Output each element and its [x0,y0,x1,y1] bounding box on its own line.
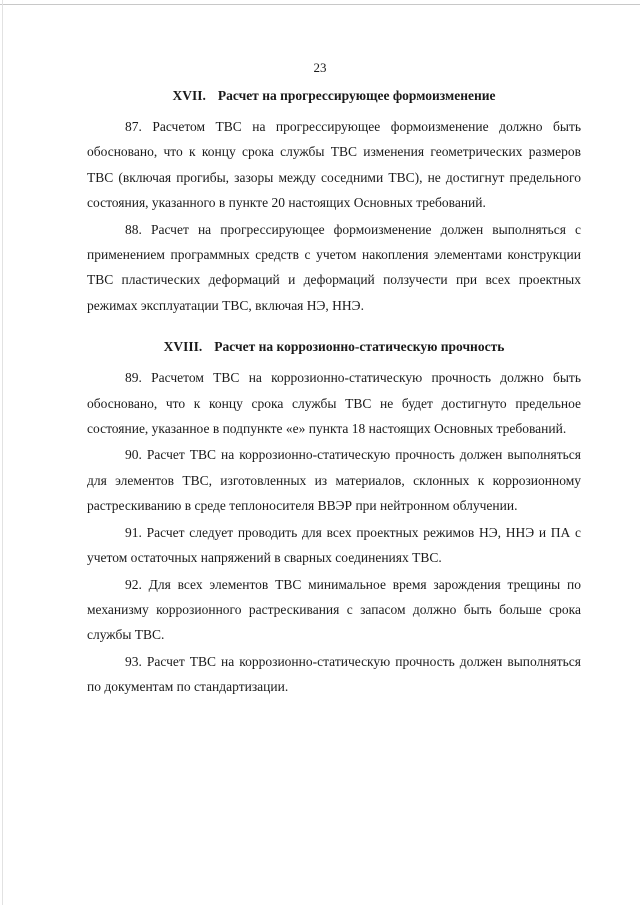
paragraph-88: 88. Расчет на прогрессирующее формоизменение должен выполняться с применением программных средств с учетом накопления элементами конструкции ТВС пластических деформаций и деформаций ползучести при всех проектных режимах эксплуатации ТВС, включая НЭ, ННЭ. [87,221,581,313]
paragraph-93: 93. Расчет ТВС на коррозионно-статическую прочность должен выполняться по документам по стандартизации. [87,653,581,695]
document-body [87,84,581,701]
page-number: 23 [313,60,327,75]
paragraph-90: 90. Расчет ТВС на коррозионно-статическую прочность должен выполняться для элементов ТВС, изготовленных из материалов, склонных к коррозионному растрескиванию в среде теплоносителя ВВЭР при нейтронном облучении. [87,447,581,514]
section-title: Расчет на коррозионно-статическую прочность [214,339,505,355]
scan-edge-top [0,4,640,5]
paragraph-92: 92. Для всех элементов ТВС минимальное время зарождения трещины по механизму коррозионного растрескивания с запасом должно быть больше срока службы ТВС. [87,576,581,643]
section-heading-xviii [87,335,581,359]
section-title: Расчет на прогрессирующее формоизменение [217,88,496,103]
section-numeral: XVII. [172,88,206,103]
paragraph-91: 91. Расчет следует проводить для всех проектных режимов НЭ, ННЭ и ПА с учетом остаточных напряжений в сварных соединениях ТВС. [87,524,581,566]
section-heading-xvii [87,84,581,108]
paragraph-87: 87. Расчетом ТВС на прогрессирующее формоизменение должно быть обосновано, что к концу срока службы ТВС изменения геометрических размеров ТВС (включая прогибы, зазоры между соседними ТВС), не достигнут предельного состояния, указанного в пункте 20 настоящих Основных требований. [87,119,581,211]
paragraph-89: 89. Расчетом ТВС на коррозионно-статическую прочность должно быть обосновано, что к концу срока службы ТВС не будет достигнуто предельное состояние, указанное в подпункте «е» пункта 18 настоящих Основных требований. [87,370,581,437]
section-numeral: XVIII. [163,339,203,355]
scan-edge-left [2,0,3,905]
